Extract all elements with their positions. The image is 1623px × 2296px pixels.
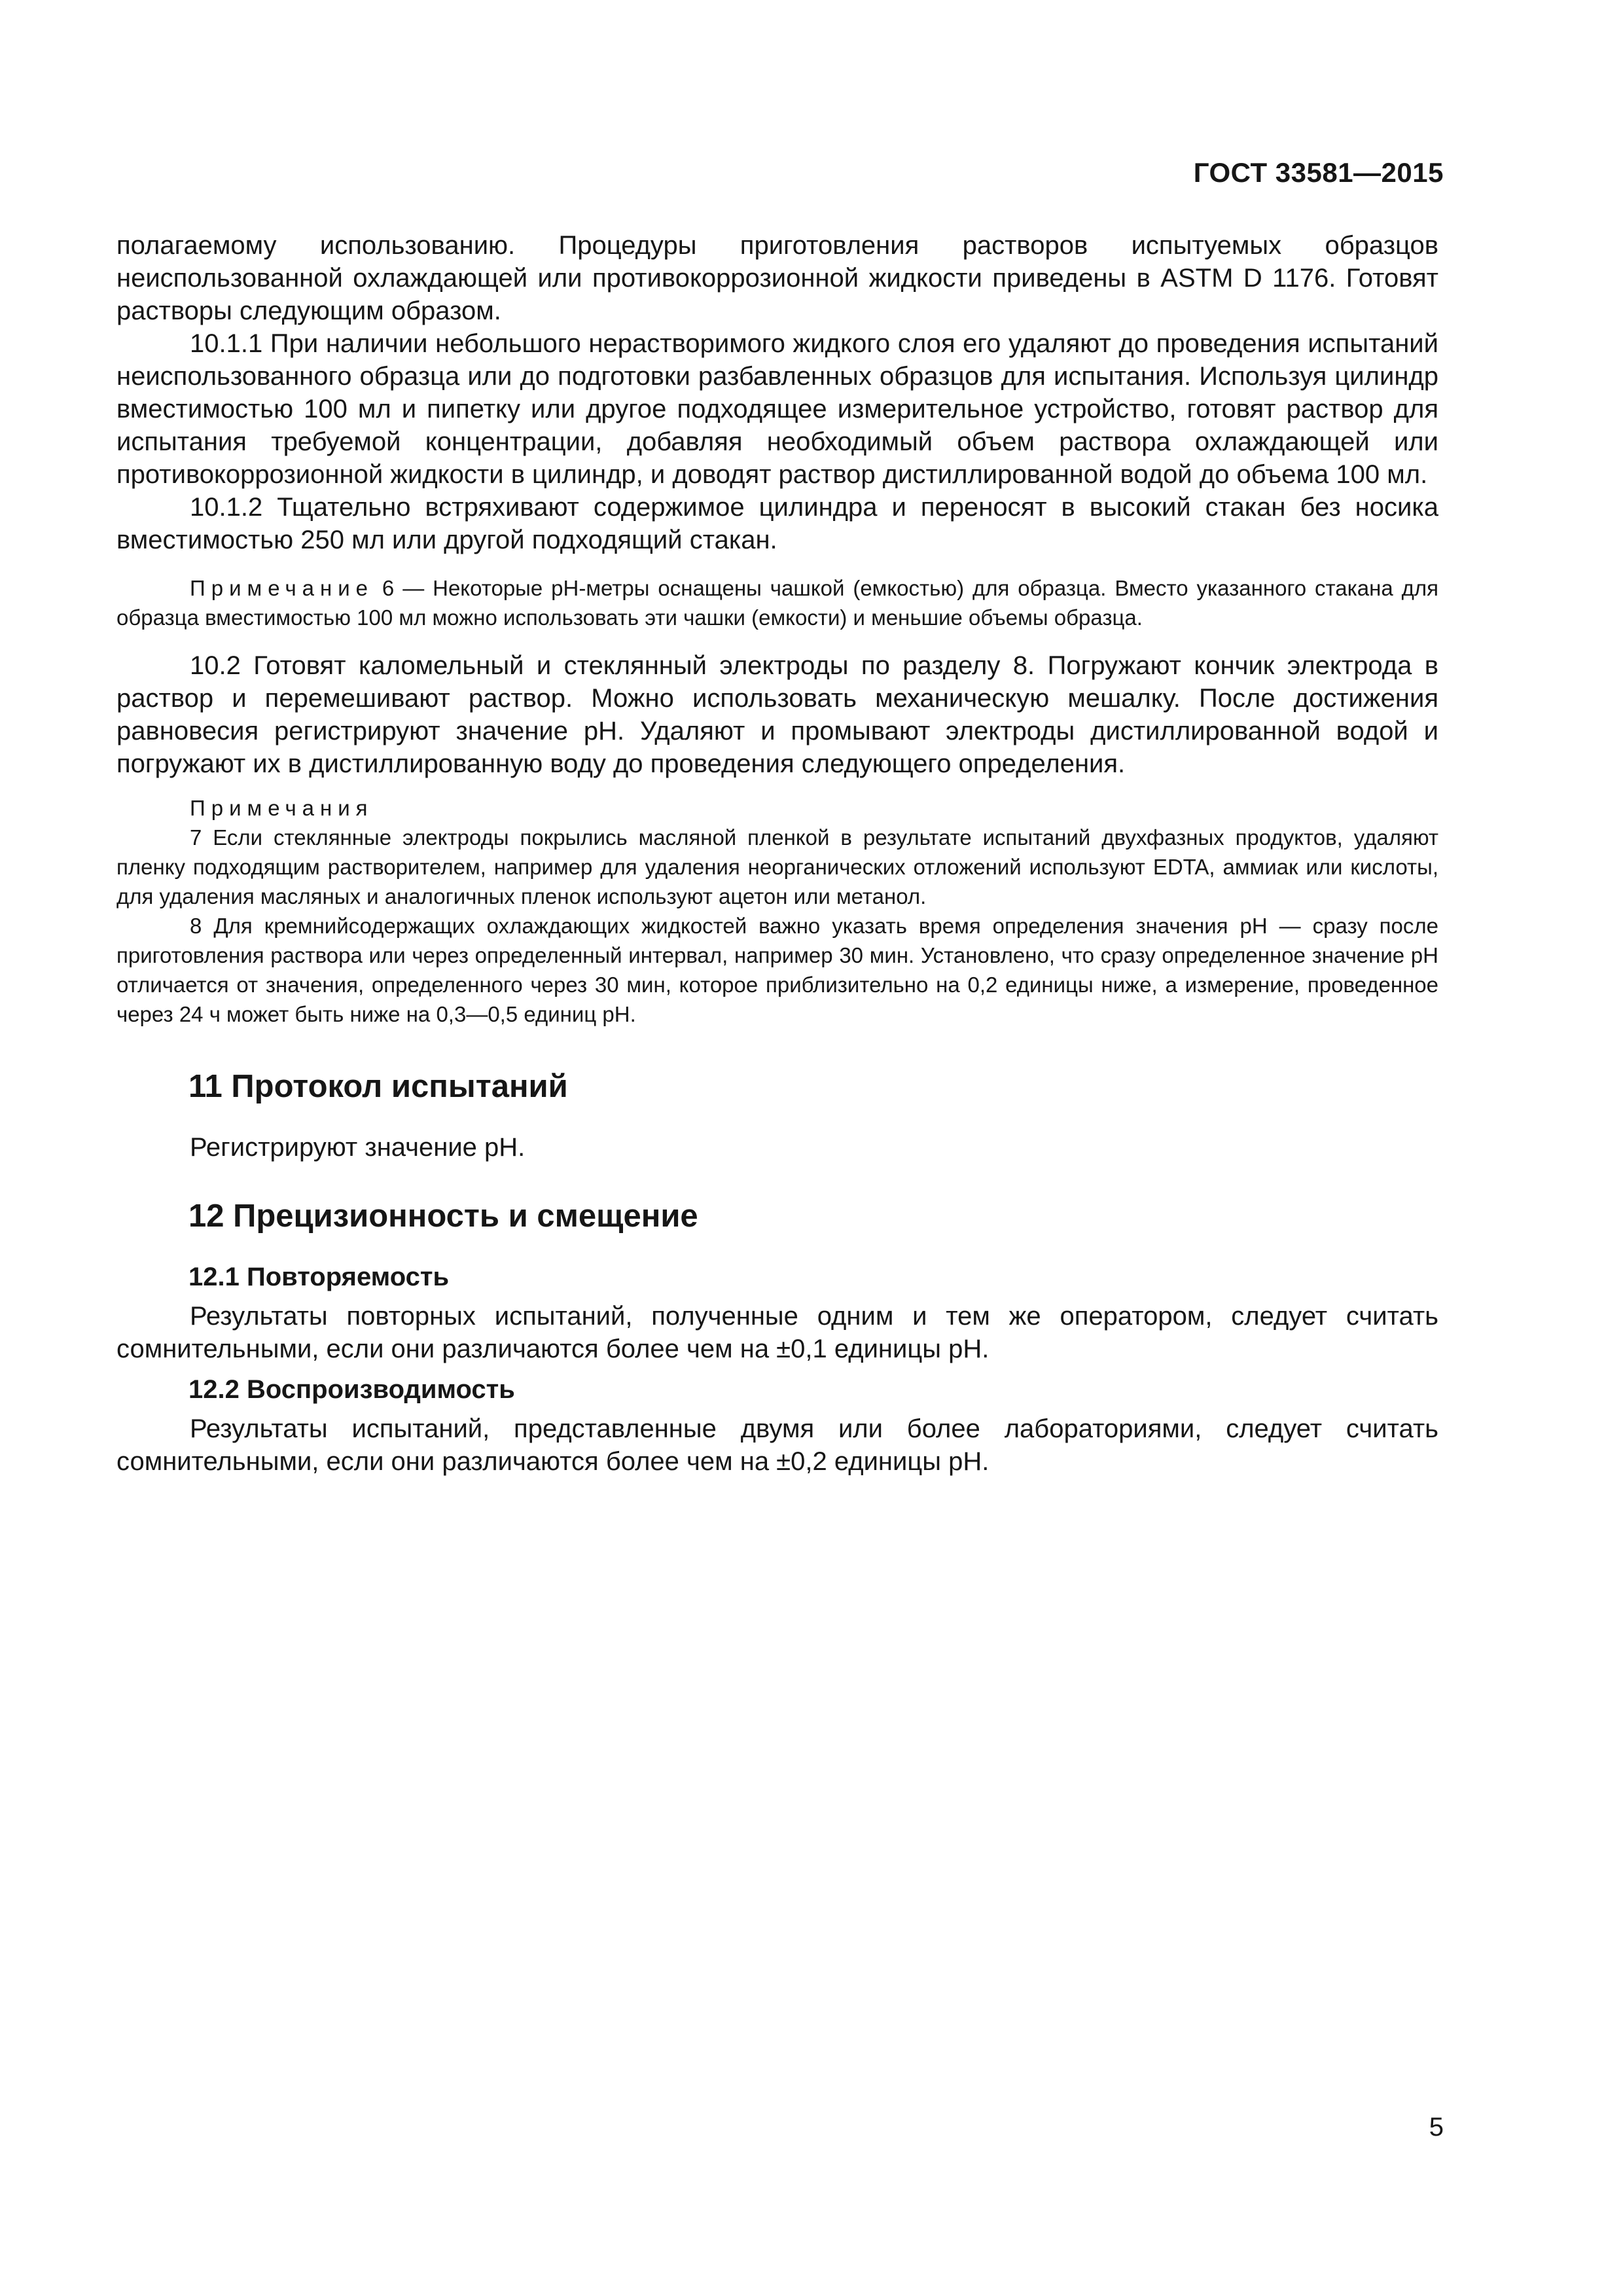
- note-6-label: Примечание: [190, 576, 374, 600]
- note-8: 8 Для кремнийсодержащих охлаждающих жидкостей важно указать время определения значения рН — сразу после приготовления раствора или через определенный интервал, например 30 мин. Установлено, что сразу определенное значение рН отличается от значения, определенного через 30 мин, которое приблизительно на 0,2 единицы ниже, а измерение, проведенное через 24 ч может быть ниже на 0,3—0,5 единиц рН.: [116, 914, 1438, 1026]
- note-6-text: 6 — Некоторые рН-метры оснащены чашкой (емкостью) для образца. Вместо указанного стакана для образца вместимостью 100 мл можно использовать эти чашки (емкости) и меньшие объемы образца.: [116, 576, 1438, 630]
- paragraph-10-2: 10.2 Готовят каломельный и стеклянный электроды по разделу 8. Погружают кончик электрода в раствор и перемешивают раствор. Можно использовать механическую мешалку. После достижения равновесия регистрируют значение рН. Удаляют и промывают электроды дистиллированной водой и погружают их в дистиллированную воду до проведения следующего определения.: [116, 651, 1438, 778]
- section-12-2-heading: 12.2 Воспроизводимость: [188, 1375, 515, 1404]
- section-12-1-heading: 12.1 Повторяемость: [188, 1263, 450, 1291]
- section-12-1-text: Результаты повторных испытаний, полученные одним и тем же оператором, следует считать сомнительными, если они различаются более чем на ±0,1 единицы рН.: [116, 1302, 1438, 1363]
- notes-label: Примечания: [190, 796, 374, 820]
- note-7: 7 Если стеклянные электроды покрылись масляной пленкой в результате испытаний двухфазных продуктов, удаляют пленку подходящим растворителем, например для удаления неорганических отложений используют EDTA, аммиак или кислоты, для удаления масляных и аналогичных пленок используют ацетон или метанол.: [116, 825, 1438, 908]
- paragraph-10-1-2: 10.1.2 Тщательно встряхивают содержимое цилиндра и переносят в высокий стакан без носика вместимостью 250 мл или другой подходящий стакан.: [116, 493, 1438, 554]
- document-code-header: ГОСТ 33581—2015: [1193, 157, 1444, 188]
- page-content: [116, 229, 1438, 1478]
- section-11-heading: 11 Протокол испытаний: [188, 1069, 568, 1104]
- section-12-heading: 12 Прецизионность и смещение: [188, 1198, 698, 1234]
- page-number: 5: [1429, 2113, 1444, 2142]
- intro-paragraph: полагаемому использованию. Процедуры приготовления растворов испытуемых образцов неиспользованной охлаждающей или противокоррозионной жидкости приведены в ASTM D 1176. Готовят растворы следующим образом.: [116, 231, 1438, 325]
- section-12-2-text: Результаты испытаний, представленные двумя или более лабораториями, следует считать сомнительными, если они различаются более чем на ±0,2 единицы рН.: [116, 1414, 1438, 1476]
- note-6: [116, 573, 1438, 632]
- section-11-text: Регистрируют значение рН.: [190, 1133, 526, 1162]
- paragraph-10-1-1: 10.1.1 При наличии небольшого нерастворимого жидкого слоя его удаляют до проведения испытаний неиспользованного образца или до подготовки разбавленных образцов для испытания. Используя цилиндр вместимостью 100 мл и пипетку или другое подходящее измерительное устройство, готовят раствор для испытания требуемой концентрации, добавляя необходимый объем раствора охлаждающей или противокоррозионной жидкости в цилиндр, и доводят раствор дистиллированной водой до объема 100 мл.: [116, 329, 1438, 489]
